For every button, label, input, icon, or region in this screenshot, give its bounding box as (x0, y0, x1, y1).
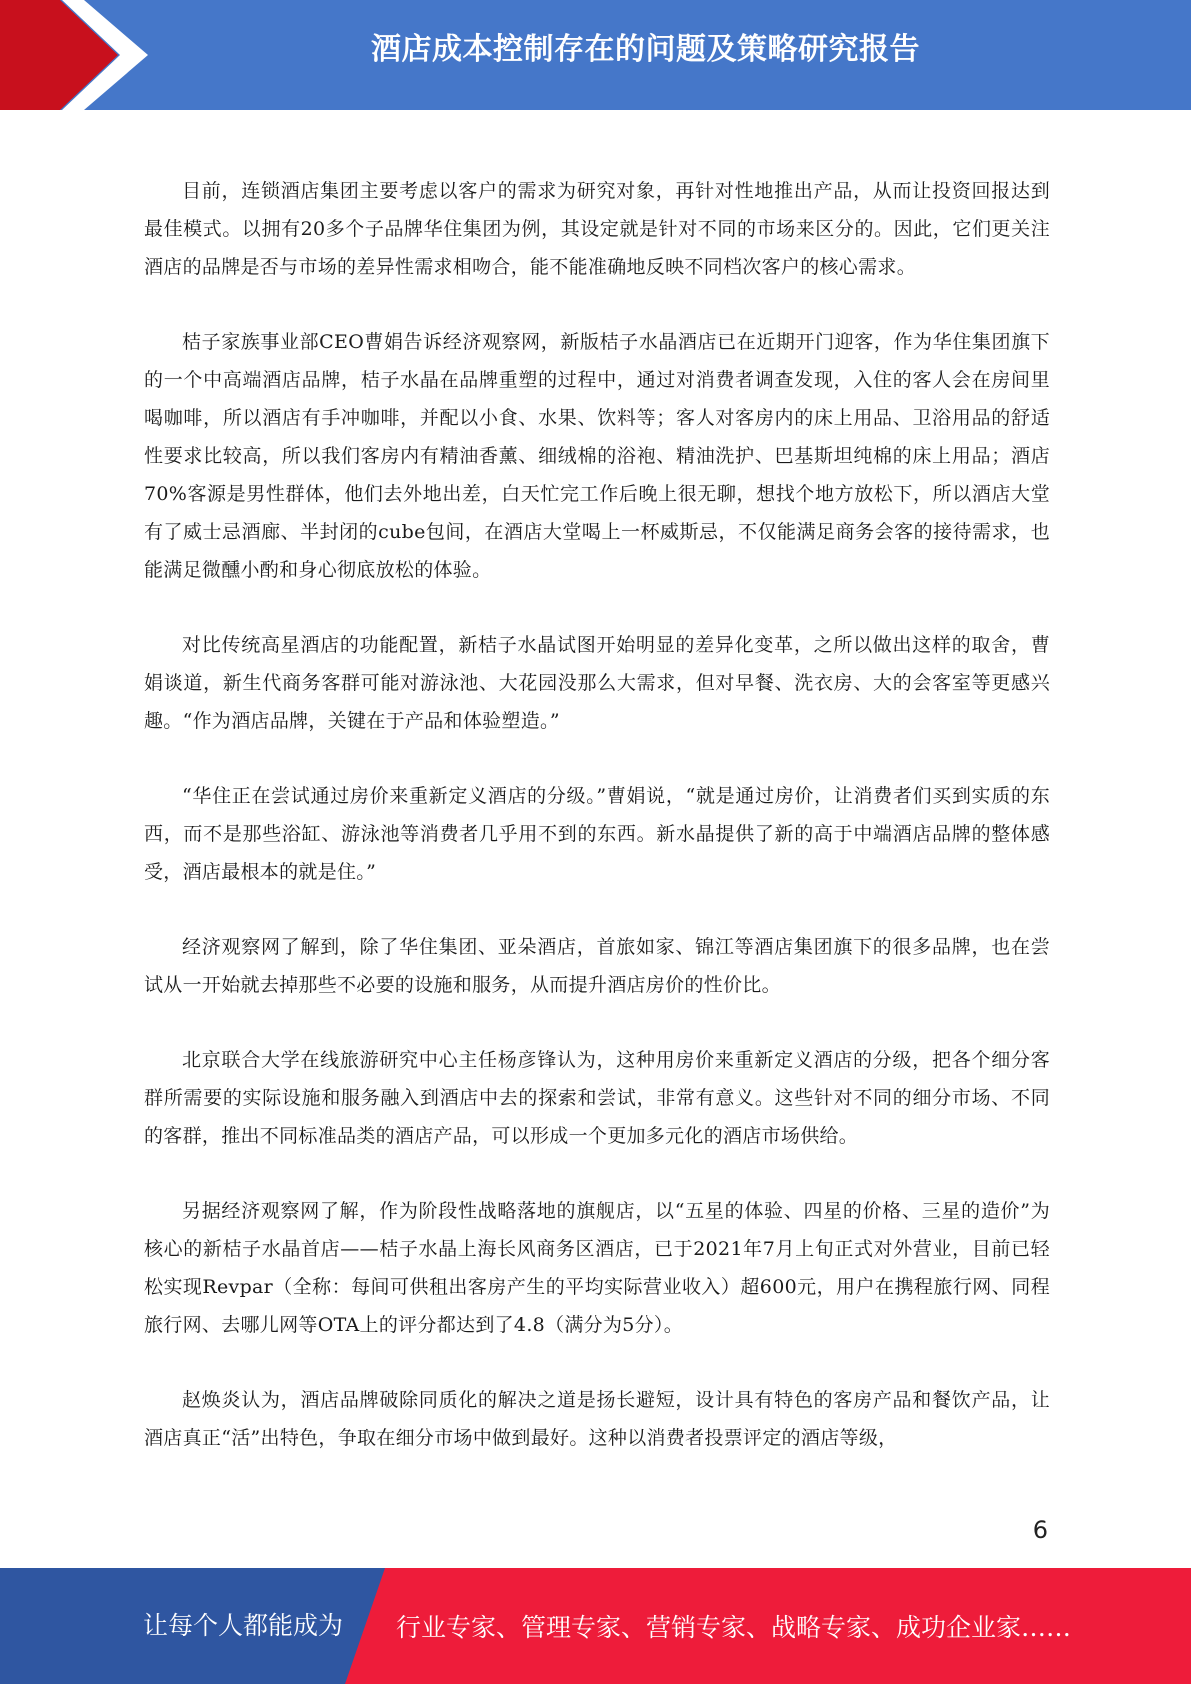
footer-slogan-left: 让每个人都能成为 (143, 1611, 344, 1640)
paragraph-1: 目前，连锁酒店集团主要考虑以客户的需求为研究对象，再针对性地推出产品，从而让投资回报达到最佳模式。以拥有20多个子品牌华住集团为例，其设定就是针对不同的市场来区分的。因此，它们更关注酒店的品牌是否与市场的差异性需求相吻合，能不能准确地反映不同档次客户的核心需求。 (144, 180, 1050, 278)
paragraph-2: 桔子家族事业部CEO曹娟告诉经济观察网，新版桔子水晶酒店已在近期开门迎客，作为华住集团旗下的一个中高端酒店品牌，桔子水晶在品牌重塑的过程中，通过对消费者调查发现，入住的客人会在房间里喝咖啡，所以酒店有手冲咖啡，并配以小食、水果、饮料等；客人对客房内的床上用品、卫浴用品的舒适性要求比较高，所以我们客房内有精油香薰、细绒棉的浴袍、精油洗护、巴基斯坦纯棉的床上用品；酒店70%客源是男性群体，他们去外地出差，白天忙完工作后晚上很无聊，想找个地方放松下，所以酒店大堂有了威士忌酒廊、半封闭的cube包间，在酒店大堂喝上一杯威斯忌，不仅能满足商务会客的接待需求，也能满足微醺小酌和身心彻底放松的体验。 (144, 331, 1050, 581)
footer-slogan-right: 行业专家、管理专家、营销专家、战略专家、成功企业家…… (396, 1613, 1072, 1642)
paragraph-7: 另据经济观察网了解，作为阶段性战略落地的旗舰店，以“五星的体验、四星的价格、三星的造价”为核心的新桔子水晶首店——桔子水晶上海长风商务区酒店，已于2021年7月上旬正式对外营业，目前已轻松实现Revpar（全称：每间可供租出客房产生的平均实际营业收入）超600元，用户在携程旅行网、同程旅行网、去哪儿网等OTA上的评分都达到了4.8（满分为5分）。 (144, 1200, 1050, 1336)
header-band (0, 0, 1191, 110)
document-body (144, 172, 1050, 1494)
header-arrow-graphic (0, 0, 160, 110)
paragraph-6: 北京联合大学在线旅游研究中心主任杨彦锋认为，这种用房价来重新定义酒店的分级，把各个细分客群所需要的实际设施和服务融入到酒店中去的探索和尝试，非常有意义。这些针对不同的细分市场、不同的客群，推出不同标准品类的酒店产品，可以形成一个更加多元化的酒店市场供给。 (144, 1049, 1050, 1147)
page-number: 6 (1032, 1516, 1048, 1544)
paragraph-3: 对比传统高星酒店的功能配置，新桔子水晶试图开始明显的差异化变革，之所以做出这样的取舍，曹娟谈道，新生代商务客群可能对游泳池、大花园没那么大需求，但对早餐、洗衣房、大的会客室等更感兴趣。“作为酒店品牌，关键在于产品和体验塑造。” (144, 634, 1050, 732)
paragraph-4: “华住正在尝试通过房价来重新定义酒店的分级。”曹娟说，“就是通过房价，让消费者们买到实质的东西，而不是那些浴缸、游泳池等消费者几乎用不到的东西。新水晶提供了新的高于中端酒店品牌的整体感受，酒店最根本的就是住。” (144, 785, 1050, 883)
document-title: 酒店成本控制存在的问题及策略研究报告 (371, 32, 920, 67)
paragraph-5: 经济观察网了解到，除了华住集团、亚朵酒店，首旅如家、锦江等酒店集团旗下的很多品牌，也在尝试从一开始就去掉那些不必要的设施和服务，从而提升酒店房价的性价比。 (144, 936, 1050, 996)
footer-band (0, 1568, 1191, 1684)
paragraph-8: 赵焕炎认为，酒店品牌破除同质化的解决之道是扬长避短，设计具有特色的客房产品和餐饮产品，让酒店真正“活”出特色，争取在细分市场中做到最好。这种以消费者投票评定的酒店等级， (144, 1389, 1050, 1449)
